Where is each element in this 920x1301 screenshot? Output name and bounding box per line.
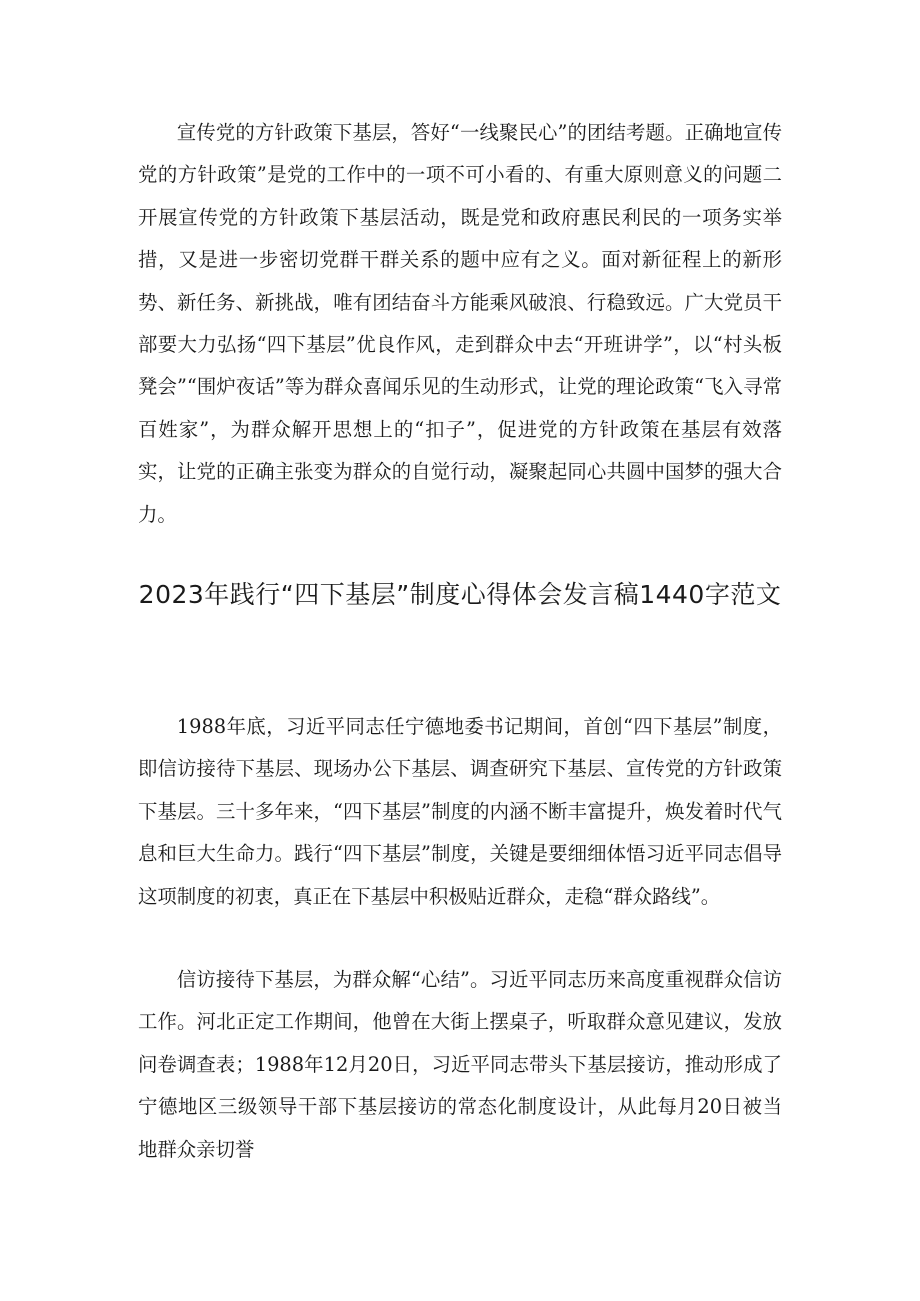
article-heading: 2023年践行“四下基层”制度心得体会发言稿1440字范文: [138, 580, 782, 609]
paragraph-propaganda-policy: 宣传党的方针政策下基层，答好“一线聚民心”的团结考题。正确地宣传党的方针政策”是党的工作中的一项不可小看的、有重大原则意义的问题二开展宣传党的方针政策下基层活动，既是党和政府惠民利民的一项务实举措，又是进一步密切党群干群关系的题中应有之义。面对新征程上的新形势、新任务、新挑战，唯有团结奋斗方能乘风破浪、行稳致远。广大党员干部要大力弘扬“四下基层”优良作风，走到群众中去“开班讲学”，以“村头板凳会”“围炉夜话”等为群众喜闻乐见的生动形式，让党的理论政策“飞入寻常百姓家”，为群众解开思想上的“扣子”，促进党的方针政策在基层有效落实，让党的正确主张变为群众的自觉行动，凝聚起同心共圆中国梦的强大合力。: [138, 121, 782, 526]
paragraph-petition-reception: 信访接待下基层，为群众解“心结”。习近平同志历来高度重视群众信访工作。河北正定工作期间，他曾在大街上摆桌子，听取群众意见建议，发放问卷调查表；1988年12月20日，习近平同志带头下基层接访，推动形成了宁德地区三级领导干部下基层接访的常态化制度设计，从此每月20日被当地群众亲切誉: [138, 968, 782, 1161]
paragraph-intro-1988: 1988年底，习近平同志任宁德地委书记期间，首创“四下基层”制度，即信访接待下基层、现场办公下基层、调查研究下基层、宣传党的方针政策下基层。三十多年来，“四下基层”制度的内涵不断丰富提升，焕发着时代气息和巨大生命力。践行“四下基层”制度，关键是要细细体悟习近平同志倡导这项制度的初衷，真正在下基层中积极贴近群众，走稳“群众路线”。: [138, 715, 782, 908]
